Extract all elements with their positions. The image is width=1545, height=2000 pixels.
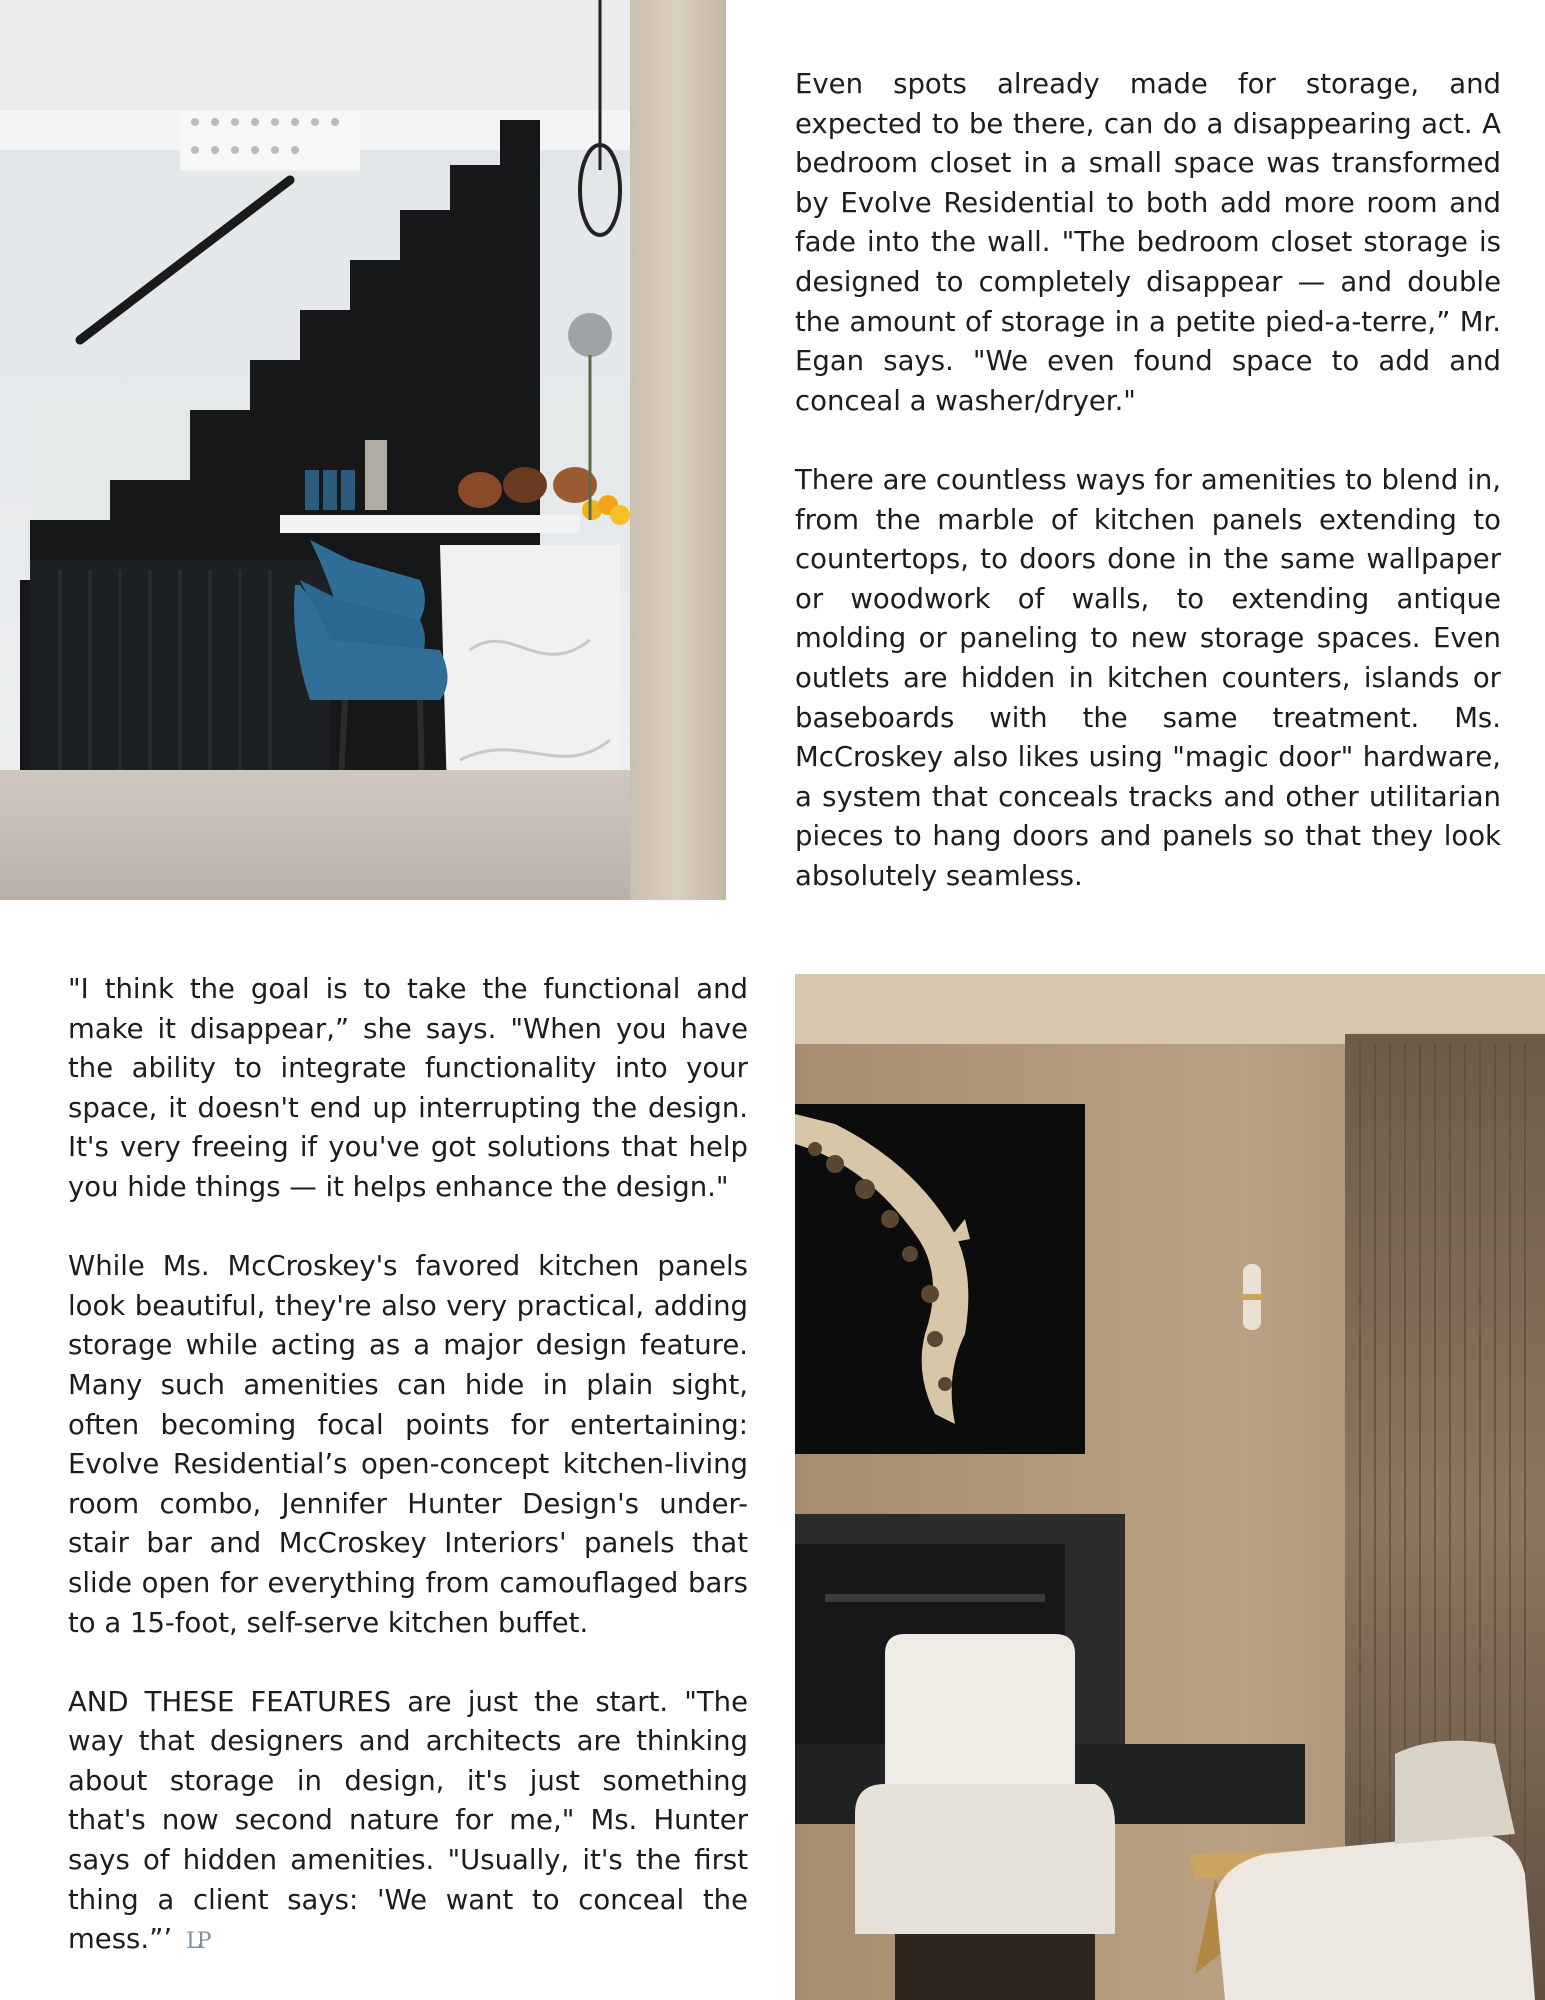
giraffe-living-room-illustration	[795, 974, 1545, 2000]
under-stair-bar-illustration	[0, 0, 726, 900]
paragraph-text: AND THESE FEATURES are just the start. "The way that designers and architects are thinking about storage in design, it's just something that's now second nature for me," Ms. Hunter says of hidden amenities. "Usually, it's the first thing a client says: 'We want to conceal the mess.”’	[68, 1685, 748, 1956]
paragraph-closing	[68, 1683, 748, 1962]
under-stair-bar-photo	[0, 0, 726, 900]
paragraph: While Ms. McCroskey's favored kitchen panels look beautiful, they're also very practical, adding storage while acting as a major design feature. Many such amenities can hide in plain sight, often becoming focal points for entertaining: Evolve Residential’s open-concept kitchen-living room combo, Jennifer Hunter Design's under-stair bar and McCroskey Interiors' panels that slide open for everything from camouflaged bars to a 15-foot, self-serve kitchen buffet.	[68, 1250, 748, 1639]
paragraph: There are countless ways for amenities to blend in, from the marble of kitchen panels extending to countertops, to doors done in the same wallpaper or woodwork of walls, to extending antique molding or paneling to new storage spaces. Even outlets are hidden in kitchen counters, islands or baseboards with the same treatment. Ms. McCroskey also likes using "magic door" hardware, a system that conceals tracks and other utilitarian pieces to hang doors and panels so that they look absolutely seamless.	[795, 463, 1501, 892]
article-column-right	[795, 65, 1501, 896]
article-column-left	[68, 970, 748, 1962]
paragraph: "I think the goal is to take the functional and make it disappear,” she says. "When you have the ability to integrate functionality into your space, it doesn't end up interrupting the design. It's very freeing if you've got solutions that help you hide things — it helps enhance the design."	[68, 973, 748, 1203]
end-mark-logo: LP	[186, 1929, 208, 1955]
paragraph: Even spots already made for storage, and expected to be there, can do a disappearing act. A bedroom closet in a small space was transformed by Evolve Residential to both add more room and fade into the wall. "The bedroom closet storage is designed to completely disappear — and double the amount of storage in a petite pied-a-terre,” Mr. Egan says. "We even found space to add and conceal a washer/dryer."	[795, 68, 1501, 417]
giraffe-living-room-photo	[795, 974, 1545, 2000]
